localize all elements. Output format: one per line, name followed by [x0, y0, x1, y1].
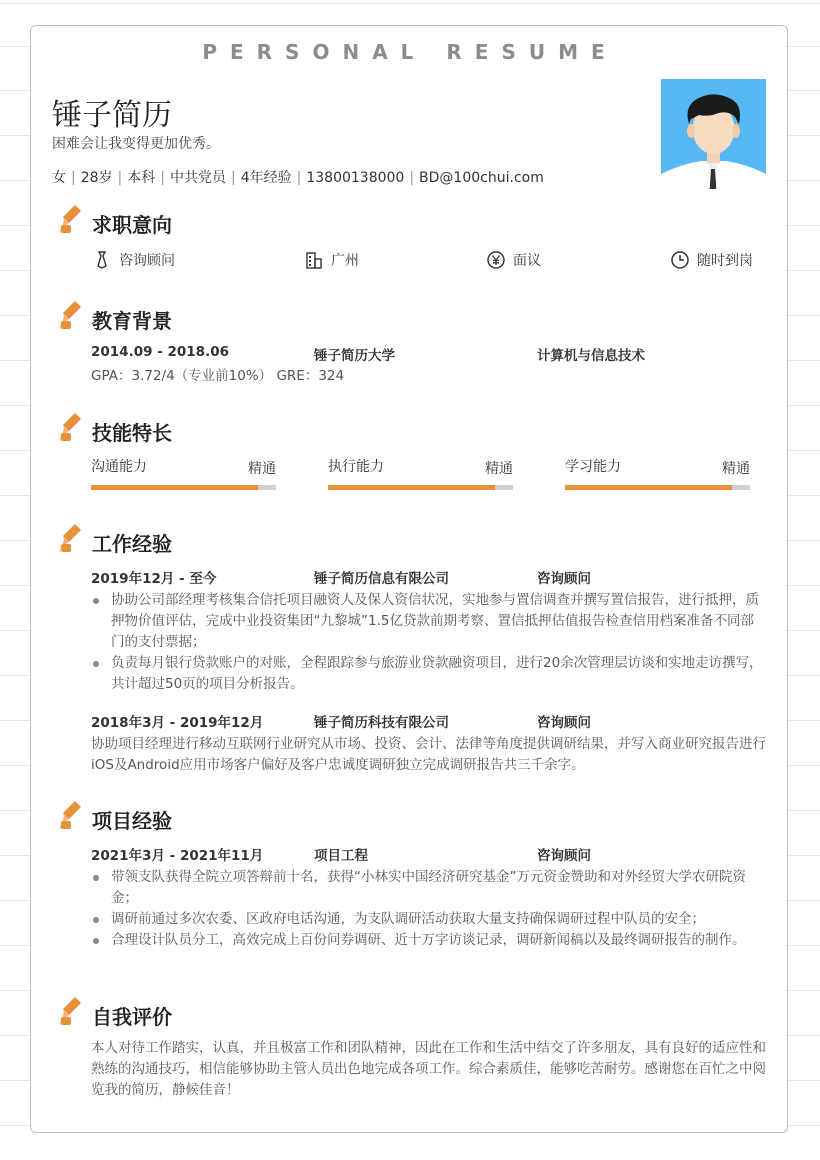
education-period: 2014.09 - 2018.06	[91, 344, 229, 360]
candidate-name: 锤子简历	[52, 98, 172, 133]
info-political: 中共党员	[169, 170, 226, 186]
resume-card	[30, 25, 788, 1133]
skill-bar-fill-1	[91, 485, 258, 490]
avatar-illustration	[661, 79, 766, 189]
project-bullet-1-text: 带领支队获得全院立项答辩前十名，获得“小林实中国经济研究基金”万元资金赞助和对外经贸大学农研院资金；	[111, 869, 746, 906]
skill-name-1: 沟通能力	[91, 459, 147, 475]
skill-bar-1	[91, 485, 276, 490]
work-2-company: 锤子简历科技有限公司	[314, 715, 449, 731]
skill-bar-2	[328, 485, 513, 490]
project-role: 咨询顾问	[537, 848, 591, 864]
info-email: BD@100chui.com	[419, 170, 544, 186]
intent-city-label: 广州	[331, 253, 359, 269]
education-school: 锤子简历大学	[314, 348, 395, 364]
info-age: 28岁	[80, 170, 113, 186]
intent-section-icon	[59, 203, 83, 239]
work-1-period: 2019年12月 - 至今	[91, 571, 217, 587]
intent-city	[305, 250, 359, 270]
info-gender: 女	[52, 170, 66, 186]
project-bullet-2-text: 调研前通过多次农委、区政府电话沟通，为支队调研活动获取大量支持确保调研过程中队员的安全；	[111, 911, 705, 927]
work-1-company: 锤子简历信息有限公司	[314, 571, 449, 587]
section-title-education: 教育背景	[92, 309, 172, 333]
skill-name-2: 执行能力	[328, 459, 384, 475]
basic-info: 女 | 28岁 | 本科 | 中共党员 | 4年经验 | 13800138000 | BD@100chui.com	[52, 170, 544, 186]
skills-section-icon	[59, 411, 83, 447]
skill-bar-fill-2	[328, 485, 495, 490]
project-period: 2021年3月 - 2021年11月	[91, 848, 264, 864]
self-section-icon	[59, 995, 83, 1031]
project-bullet-2	[93, 909, 765, 930]
intent-salary	[487, 250, 541, 270]
yen-icon	[487, 251, 505, 269]
skill-level-2: 精通	[485, 461, 513, 477]
resume-banner: PERSONAL RESUME	[202, 40, 618, 64]
intent-availability	[671, 250, 753, 270]
project-bullet-3-text: 合理设计队员分工，高效完成上百份问券调研、近十万字访谈记录，调研新闻稿以及最终调研报告的制作。	[111, 932, 746, 948]
work-1-bullet-2	[93, 653, 765, 695]
skill-bar-3	[565, 485, 750, 490]
section-title-intent: 求职意向	[92, 213, 172, 237]
bullet-dot	[93, 661, 99, 667]
project-section-icon	[59, 799, 83, 835]
candidate-motto: 困难会让我变得更加优秀。	[52, 136, 220, 152]
work-1-bullet-2-text: 负责每月银行贷款账户的对账，全程跟踪参与旅游业贷款融资项目，进行20余次管理层访谈和实地走访撰写，共计超过50页的项目分析报告。	[111, 655, 763, 692]
work-2-description: 协助项目经理进行移动互联网行业研究从市场、投资、会计、法律等角度提供调研结果，并写入商业研究报告进行iOS及Android应用市场客户偏好及客户忠诚度调研独立完成调研报告共三千余字。	[91, 736, 766, 773]
building-icon	[305, 251, 323, 269]
info-phone: 13800138000	[306, 170, 405, 186]
bullet-dot	[93, 875, 99, 881]
intent-salary-label: 面议	[513, 253, 541, 269]
work-2-period: 2018年3月 - 2019年12月	[91, 715, 264, 731]
avatar-photo	[661, 79, 766, 189]
intent-availability-label: 随时到岗	[697, 253, 753, 269]
project-bullet-3	[93, 930, 765, 951]
bullet-dot	[93, 938, 99, 944]
work-1-bullet-1-text: 协助公司部经理考核集合信托项目融资人及保人资信状况，实地参与置信调查并撰写置信报告，进行抵押，质押物价值评估，完成中业投资集团“九黎城”1.5亿贷款前期考察、置信抵押估值报告检查信用档案准备不同部门的支付票据；	[111, 592, 759, 650]
intent-position	[93, 250, 175, 270]
work-1-bullet-1	[93, 590, 765, 653]
education-major: 计算机与信息技术	[537, 348, 645, 364]
skill-level-1: 精通	[248, 461, 276, 477]
education-detail: GPA：3.72/4（专业前10%） GRE：324	[91, 368, 345, 384]
project-name: 项目工程	[314, 848, 368, 864]
tie-icon	[93, 251, 111, 269]
skill-bar-fill-3	[565, 485, 732, 490]
self-evaluation-text: 本人对待工作踏实，认真，并且极富工作和团队精神，因此在工作和生活中结交了许多朋友，具有良好的适应性和熟练的沟通技巧，相信能够协助主管人员出色地完成各项工作。综合素质佳，能够吃苦耐劳。感谢您在百忙之中阅览我的简历，静候佳音！	[91, 1040, 766, 1098]
work-section-icon	[59, 522, 83, 558]
bullet-dot	[93, 917, 99, 923]
info-experience: 4年经验	[240, 170, 292, 186]
skill-level-3: 精通	[722, 461, 750, 477]
section-title-work: 工作经验	[92, 532, 172, 556]
section-title-self: 自我评价	[92, 1005, 172, 1029]
work-2-role: 咨询顾问	[537, 715, 591, 731]
skill-name-3: 学习能力	[565, 459, 621, 475]
bullet-dot	[93, 598, 99, 604]
info-degree: 本科	[127, 170, 156, 186]
intent-position-label: 咨询顾问	[119, 253, 175, 269]
education-section-icon	[59, 299, 83, 335]
clock-icon	[671, 251, 689, 269]
project-bullet-1	[93, 867, 765, 909]
work-1-role: 咨询顾问	[537, 571, 591, 587]
section-title-project: 项目经验	[92, 809, 172, 833]
section-title-skills: 技能特长	[92, 421, 172, 445]
